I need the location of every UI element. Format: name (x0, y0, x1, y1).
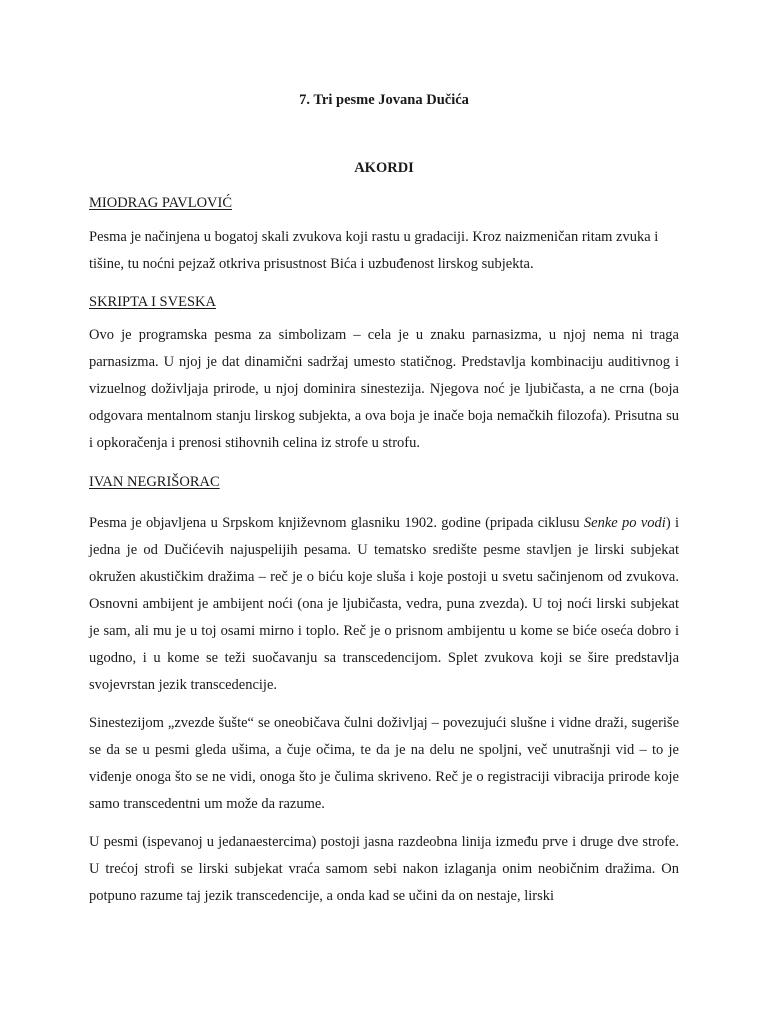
section-heading-skripta: SKRIPTA I SVESKA (89, 294, 216, 310)
paragraph-skripta: Ovo je programska pesma za simbolizam – cela je u znaku parnasizma, u njoj nema ni traga parnasizma. U njoj je dat dinamični sadržaj umesto statičnog. Predstavlja kombinaciju auditivnog i vizuelnog doživljaja prirode, u njoj dominira sinestezija. Njegova noć je ljubičasta, a ne crna (boja odgovara mentalnom stanju lirskog subjekta, a ova boja je inače boja nemačkih filozofa). Prisutna su i opkoračenja i prenosi stihovnih celina iz strofe u strofu. (89, 327, 679, 451)
section-heading-negrisorac: IVAN NEGRIŠORAC (89, 474, 220, 490)
paragraph-text-before: Pesma je objavljena u Srpskom književnom glasniku 1902. godine (pripada ciklusu (89, 515, 584, 531)
paragraph-pavlovic: Pesma je načinjena u bogatoj skali zvukova koji rastu u gradaciji. Kroz naizmeničan ritam zvuka i tišine, tu noćni pejzaž otkriva prisustnost Bića i uzbuđenost lirskog subjekta. (89, 229, 659, 272)
poem-title: AKORDI (354, 160, 414, 176)
chapter-title: 7. Tri pesme Jovana Dučića (299, 92, 469, 108)
paragraph-negrisorac-1 (89, 510, 679, 699)
section-heading-pavlovic: MIODRAG PAVLOVIĆ (89, 195, 233, 211)
paragraph-negrisorac-3: U pesmi (ispevanoj u jedanaestercima) postoji jasna razdeobna linija između prve i druge dve strofe. U trećoj strofi se lirski subjekat vraća samom sebi nakon izlaganja onim neobičnim dražima. On potpuno razume taj jezik transcedencije, a onda kad se učini da on nestaje, lirski (89, 834, 679, 904)
paragraph-text-after: ) i jedna je od Dučićevih najuspelijih pesama. U tematsko središte pesme stavljen je lirski subjekat okružen akustičkim dražima – reč je o biću koje sluša i koje postoji u svetu sačinjenom od zvukova. Osnovni ambijent je ambijent noći (ona je ljubičasta, vedra, puna zvezda). U toj noći lirski subjekat je sam, ali mu je u toj osami mirno i toplo. Reč je o prisnom ambijentu u kome se biće oseća dobro i ugodno, i u kome se teži suočavanju sa transcedencijom. Splet zvukova koji se šire predstavlja svojevrstan jezik transcedencije. (89, 515, 680, 693)
cycle-title-italic: Senke po vodi (583, 515, 666, 531)
paragraph-negrisorac-2: Sinestezijom „zvezde šušte“ se oneobičava čulni doživljaj – povezujući slušne i vidne draži, sugeriše se da se u pesmi gleda ušima, a čuje očima, te da je na delu ne spoljni, več unutrašnji vid – to je viđenje onoga što se ne vidi, onoga što je čulima skriveno. Reč je o registraciji vibracija prirode koje samo transcedentni um može da razume. (89, 715, 679, 812)
